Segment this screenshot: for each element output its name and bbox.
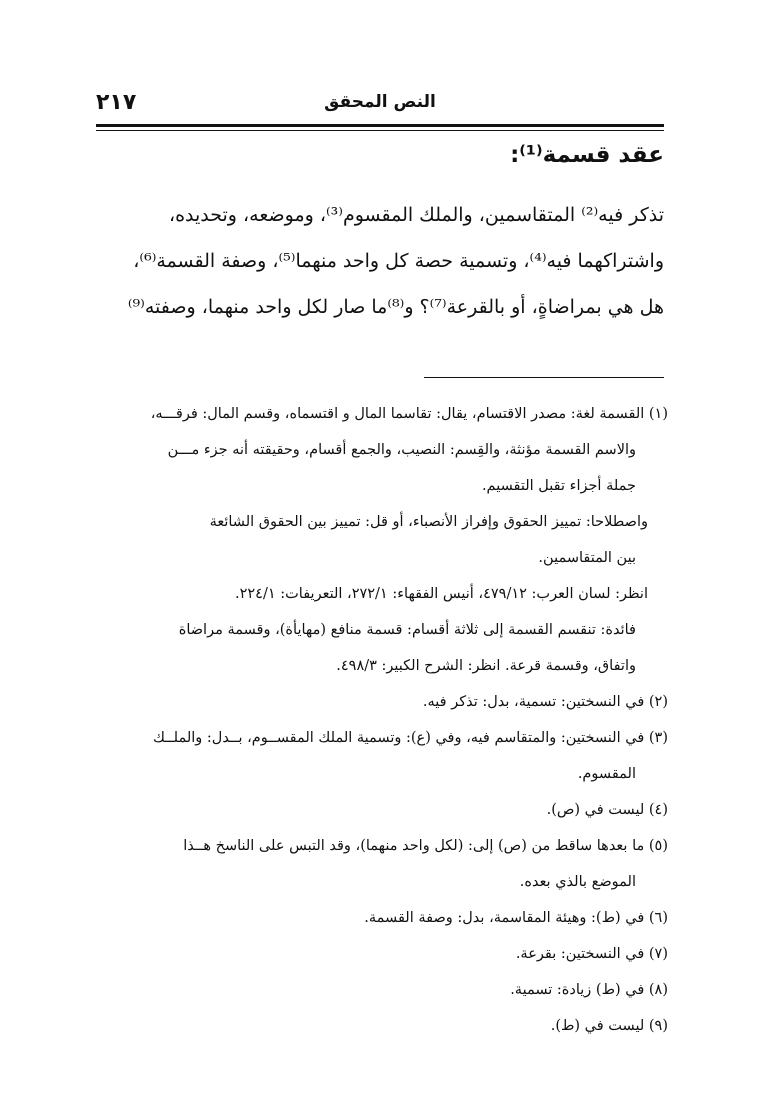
section-heading: عقد قسمة⁽¹⁾: (510, 142, 664, 168)
footnote-1 (96, 396, 668, 684)
footnote-5 (96, 828, 668, 900)
footnote-line: واصطلاحا: تمييز الحقوق وإفراز الأنصباء، أو قل: تمييز بين الحقوق الشائعة (209, 514, 648, 530)
footnote-line: جملة أجزاء تقبل التقسيم. (481, 478, 636, 494)
footnote-line: المقسوم. (577, 766, 636, 782)
page-number: ٢١٧ (96, 90, 137, 115)
footnote-line: انظر: لسان العرب: ٤٧٩/١٢، أنيس الفقهاء: ٢٧٢/١، التعريفات: ٢٢٤/١. (234, 586, 648, 602)
footnote-line: والاسم القسمة مؤنثة، والقِسم: النصيب، والجمع أقسام، وحقيقته أنه جزء مـــن (167, 442, 636, 458)
body-line: تذكر فيه⁽²⁾ المتقاسمين، والملك المقسوم⁽³⁾، وموضعه، وتحديده، (168, 204, 664, 226)
footnote-line: (٢) في النسختين: تسمية، بدل: تذكر فيه. (422, 694, 668, 710)
footnote-line: (٤) ليست في (ص). (546, 802, 668, 818)
footnote-divider (424, 377, 664, 378)
footnote-6 (96, 900, 668, 936)
footnotes (96, 396, 668, 1044)
header-rule-secondary (96, 130, 664, 131)
footnote-4 (96, 792, 668, 828)
running-title: النص المحقق (324, 92, 436, 112)
header-rule (96, 124, 664, 127)
footnote-line: (١) القسمة لغة: مصدر الاقتسام، يقال: تقاسما المال و اقتسماه، وقسم المال: فرقـــه، (150, 406, 668, 422)
footnote-line: (٩) ليست في (ط). (550, 1018, 668, 1034)
page-header (96, 86, 664, 126)
footnote-2 (96, 684, 668, 720)
footnote-7 (96, 936, 668, 972)
body-paragraph (96, 192, 664, 330)
footnote-line: واتفاق، وقسمة قرعة. انظر: الشرح الكبير: ٤٩٨/٣. (336, 658, 636, 674)
footnote-line: (٧) في النسختين: بقرعة. (515, 946, 668, 962)
footnote-line: الموضع بالذي بعده. (519, 874, 636, 890)
footnote-line: (٣) في النسختين: والمتقاسم فيه، وفي (ع): وتسمية الملك المقســوم، بــدل: والملــك (152, 730, 668, 746)
footnote-line: فائدة: تنقسم القسمة إلى ثلاثة أقسام: قسمة منافع (مهايأة)، وقسمة مراضاة (178, 622, 636, 638)
body-line: واشتراكهما فيه⁽⁴⁾، وتسمية حصة كل واحد منهما⁽⁵⁾، وصفة القسمة⁽⁶⁾، (133, 250, 664, 272)
footnote-8 (96, 972, 668, 1008)
footnote-line: (٥) ما بعدها ساقط من (ص) إلى: (لكل واحد منهما)، وقد التبس على الناسخ هــذا (183, 838, 668, 854)
footnote-9 (96, 1008, 668, 1044)
footnote-line: (٨) في (ط) زيادة: تسمية. (510, 982, 668, 998)
body-line: هل هي بمراضاةٍ، أو بالقرعة⁽⁷⁾؟ و⁽⁸⁾ما صار لكل واحد منهما، وصفته⁽⁹⁾ (127, 296, 664, 318)
footnote-line: (٦) في (ط): وهيئة المقاسمة، بدل: وصفة القسمة. (364, 910, 668, 926)
footnote-line: بين المتقاسمين. (538, 550, 636, 566)
footnote-3 (96, 720, 668, 792)
